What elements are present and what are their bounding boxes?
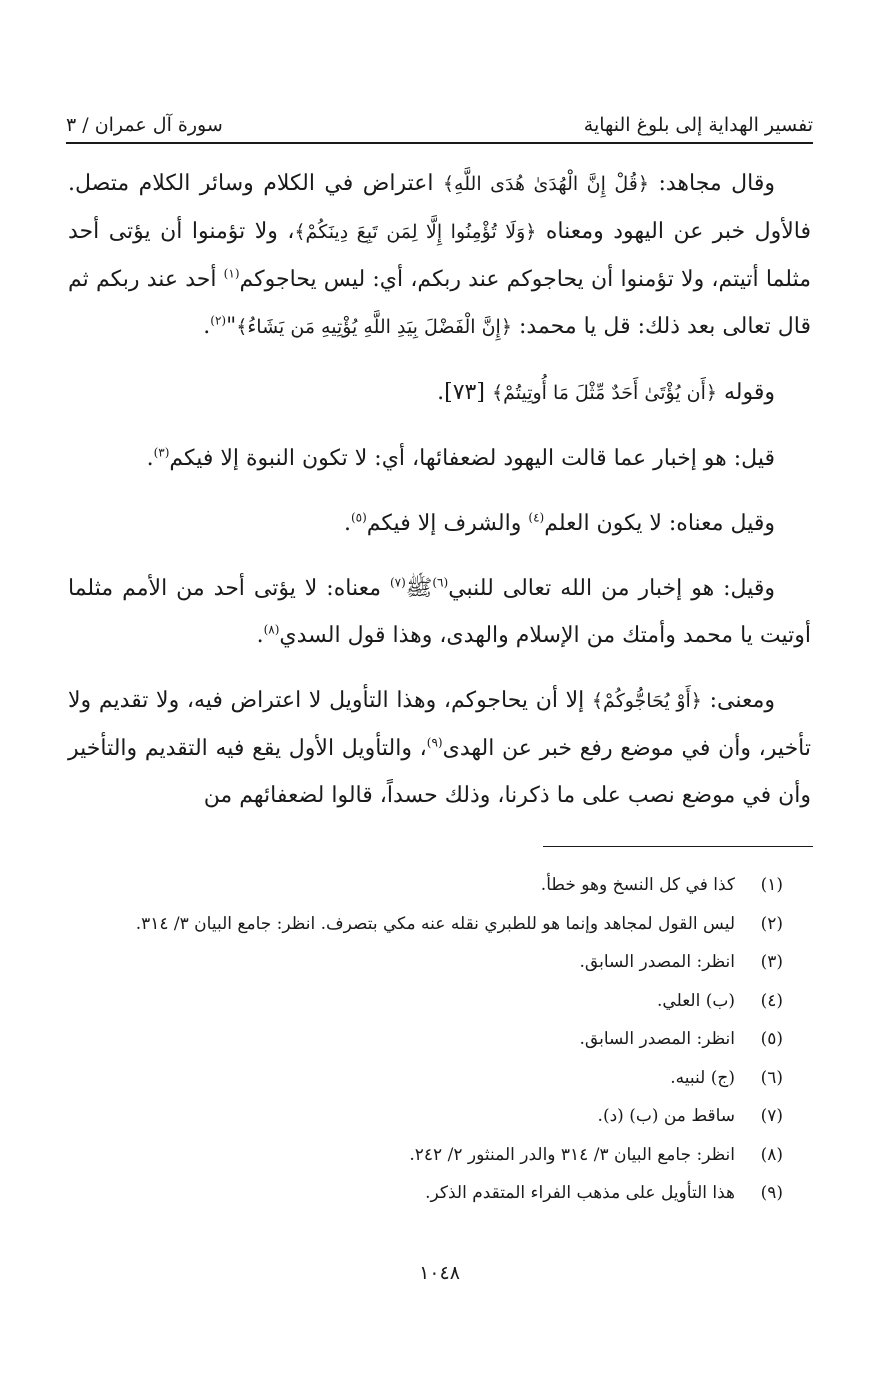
footnote-number: (٩) [760, 1183, 783, 1203]
footnote-separator [543, 846, 813, 847]
footnote-number: (٢) [760, 913, 783, 934]
text-span: " [226, 314, 237, 339]
footnote-ref[interactable]: (٧) [389, 575, 406, 590]
quran-quote: ﴿أَوْ يُحَاجُّوكُمْ﴾ [591, 690, 702, 712]
footnote-text: انظر: جامع البيان ٣/ ٣١٤ والدر المنثور ٢/ ٢٤٢. [409, 1144, 735, 1165]
quran-quote: ﴿قُلْ إِنَّ الْهُدَىٰ هُدَى اللَّهِ﴾ [442, 173, 649, 195]
paragraph-2 [68, 369, 811, 417]
text-span: وقال مجاهد: [648, 171, 775, 196]
quran-quote: ﴿وَلَا تُؤْمِنُوا إِلَّا لِمَن تَبِعَ دِينَكُمْ﴾ [294, 221, 537, 243]
footnote-item [70, 905, 783, 944]
footnote-number: (٤) [760, 990, 783, 1011]
text-span: قيل: هو إخبار عما قالت اليهود لضعفائها، أي: لا تكون النبوة إلا فيكم [169, 446, 775, 471]
page-number: ١٠٤٨ [419, 1262, 460, 1284]
footnote-text: انظر: المصدر السابق. [579, 952, 735, 972]
main-text [68, 160, 811, 837]
text-span: أحد عند ربكم ثم قال تعالى بعد ذلك: قل يا محمد: [68, 267, 811, 339]
text-span: وقيل معناه: لا يكون العلم [544, 511, 775, 536]
running-header [66, 98, 813, 144]
footnote-text: انظر: المصدر السابق. [579, 1029, 735, 1049]
footnote-item [70, 1097, 783, 1136]
footnote-ref[interactable]: (٥) [350, 510, 367, 525]
text-span: إلا أن يحاجوكم، وهذا التأويل لا اعتراض فيه، ولا تقديم ولا تأخير، وأن في موضع رفع خبر عن الهدى [68, 688, 811, 761]
footnote-ref[interactable]: (٦) [432, 575, 449, 590]
footnotes-list [70, 866, 783, 1213]
salawat-glyph: ﷺ [405, 576, 433, 601]
footnote-item [70, 1020, 783, 1059]
footnote-number: (٥) [760, 1029, 783, 1049]
footnote-ref[interactable]: (٨) [263, 622, 280, 637]
text-span: . [203, 314, 211, 339]
text-span: ، ولا تؤمنوا أن يؤتى أحد مثلما أتيتم، ولا تؤمنوا أن يحاجوكم عند ربكم، أي: ليس يحاجوكم [68, 219, 811, 292]
quran-quote: ﴿أَن يُؤْتَىٰ أَحَدٌ مِّثْلَ مَا أُوتِيتُمْ﴾ [491, 382, 717, 404]
surah-label: سورة آل عمران / ٣ [66, 114, 223, 136]
footnote-ref[interactable]: (٢) [210, 313, 227, 328]
footnote-item [70, 1174, 783, 1213]
footnote-item [70, 1136, 783, 1175]
text-span: . [256, 623, 264, 648]
paragraph-5 [68, 565, 811, 659]
footnote-item [70, 866, 783, 905]
text-span: معناه: لا يؤتى أحد من الأمم مثلما أوتيت يا محمد وأمتك من الإسلام والهدى، وهذا قول السدي [68, 576, 811, 648]
footnote-number: (٧) [760, 1106, 783, 1126]
footnote-item [70, 1059, 783, 1098]
footnote-ref[interactable]: (٩) [426, 735, 443, 750]
footnote-ref[interactable]: (٤) [528, 510, 545, 525]
footnote-item [70, 982, 783, 1021]
footnote-number: (٣) [760, 952, 783, 972]
footnote-text: هذا التأويل على مذهب الفراء المتقدم الذكر. [425, 1183, 735, 1203]
text-span: وقيل: هو إخبار من الله تعالى للنبي [448, 576, 775, 601]
text-span: ومعنى: [701, 688, 775, 713]
text-span: وقوله [717, 380, 775, 405]
footnote-text: (ب) العلي. [657, 990, 735, 1011]
footnote-number: (٨) [760, 1144, 783, 1165]
paragraph-1 [68, 160, 811, 351]
footnote-number: (١) [760, 875, 783, 895]
text-span: ، والتأويل الأول يقع فيه التقديم والتأخير وأن في موضع نصب على ما ذكرنا، وذلك حسداً، قالوا لضعفائهم من [68, 736, 811, 808]
footnote-ref[interactable]: (٣) [153, 445, 170, 460]
footnote-text: (ج) لنبيه. [670, 1067, 735, 1088]
footnote-item [70, 943, 783, 982]
footnote-number: (٦) [760, 1067, 783, 1088]
text-span: [٧٣]. [437, 380, 492, 405]
footnote-ref[interactable]: (١) [223, 266, 240, 281]
quran-quote: ﴿إِنَّ الْفَضْلَ بِيَدِ اللَّهِ يُؤْتِيهِ مَن يَشَاءُ﴾ [236, 316, 512, 338]
text-span: اعتراض في الكلام وسائر الكلام متصل. فالأول خبر عن اليهود ومعناه [68, 171, 811, 244]
text-span: والشرف إلا فيكم [366, 511, 529, 536]
paragraph-3 [68, 435, 811, 482]
footnote-text: ليس القول لمجاهد وإنما هو للطبري نقله عنه مكي بتصرف. انظر: جامع البيان ٣/ ٣١٤. [135, 913, 735, 934]
text-span: . [343, 511, 351, 536]
paragraph-6 [68, 677, 811, 819]
footnote-text: كذا في كل النسخ وهو خطأ. [540, 875, 735, 895]
paragraph-4 [68, 500, 811, 547]
text-span: . [146, 446, 154, 471]
book-title: تفسير الهداية إلى بلوغ النهاية [583, 114, 813, 136]
footnote-text: ساقط من (ب) (د). [597, 1106, 735, 1126]
